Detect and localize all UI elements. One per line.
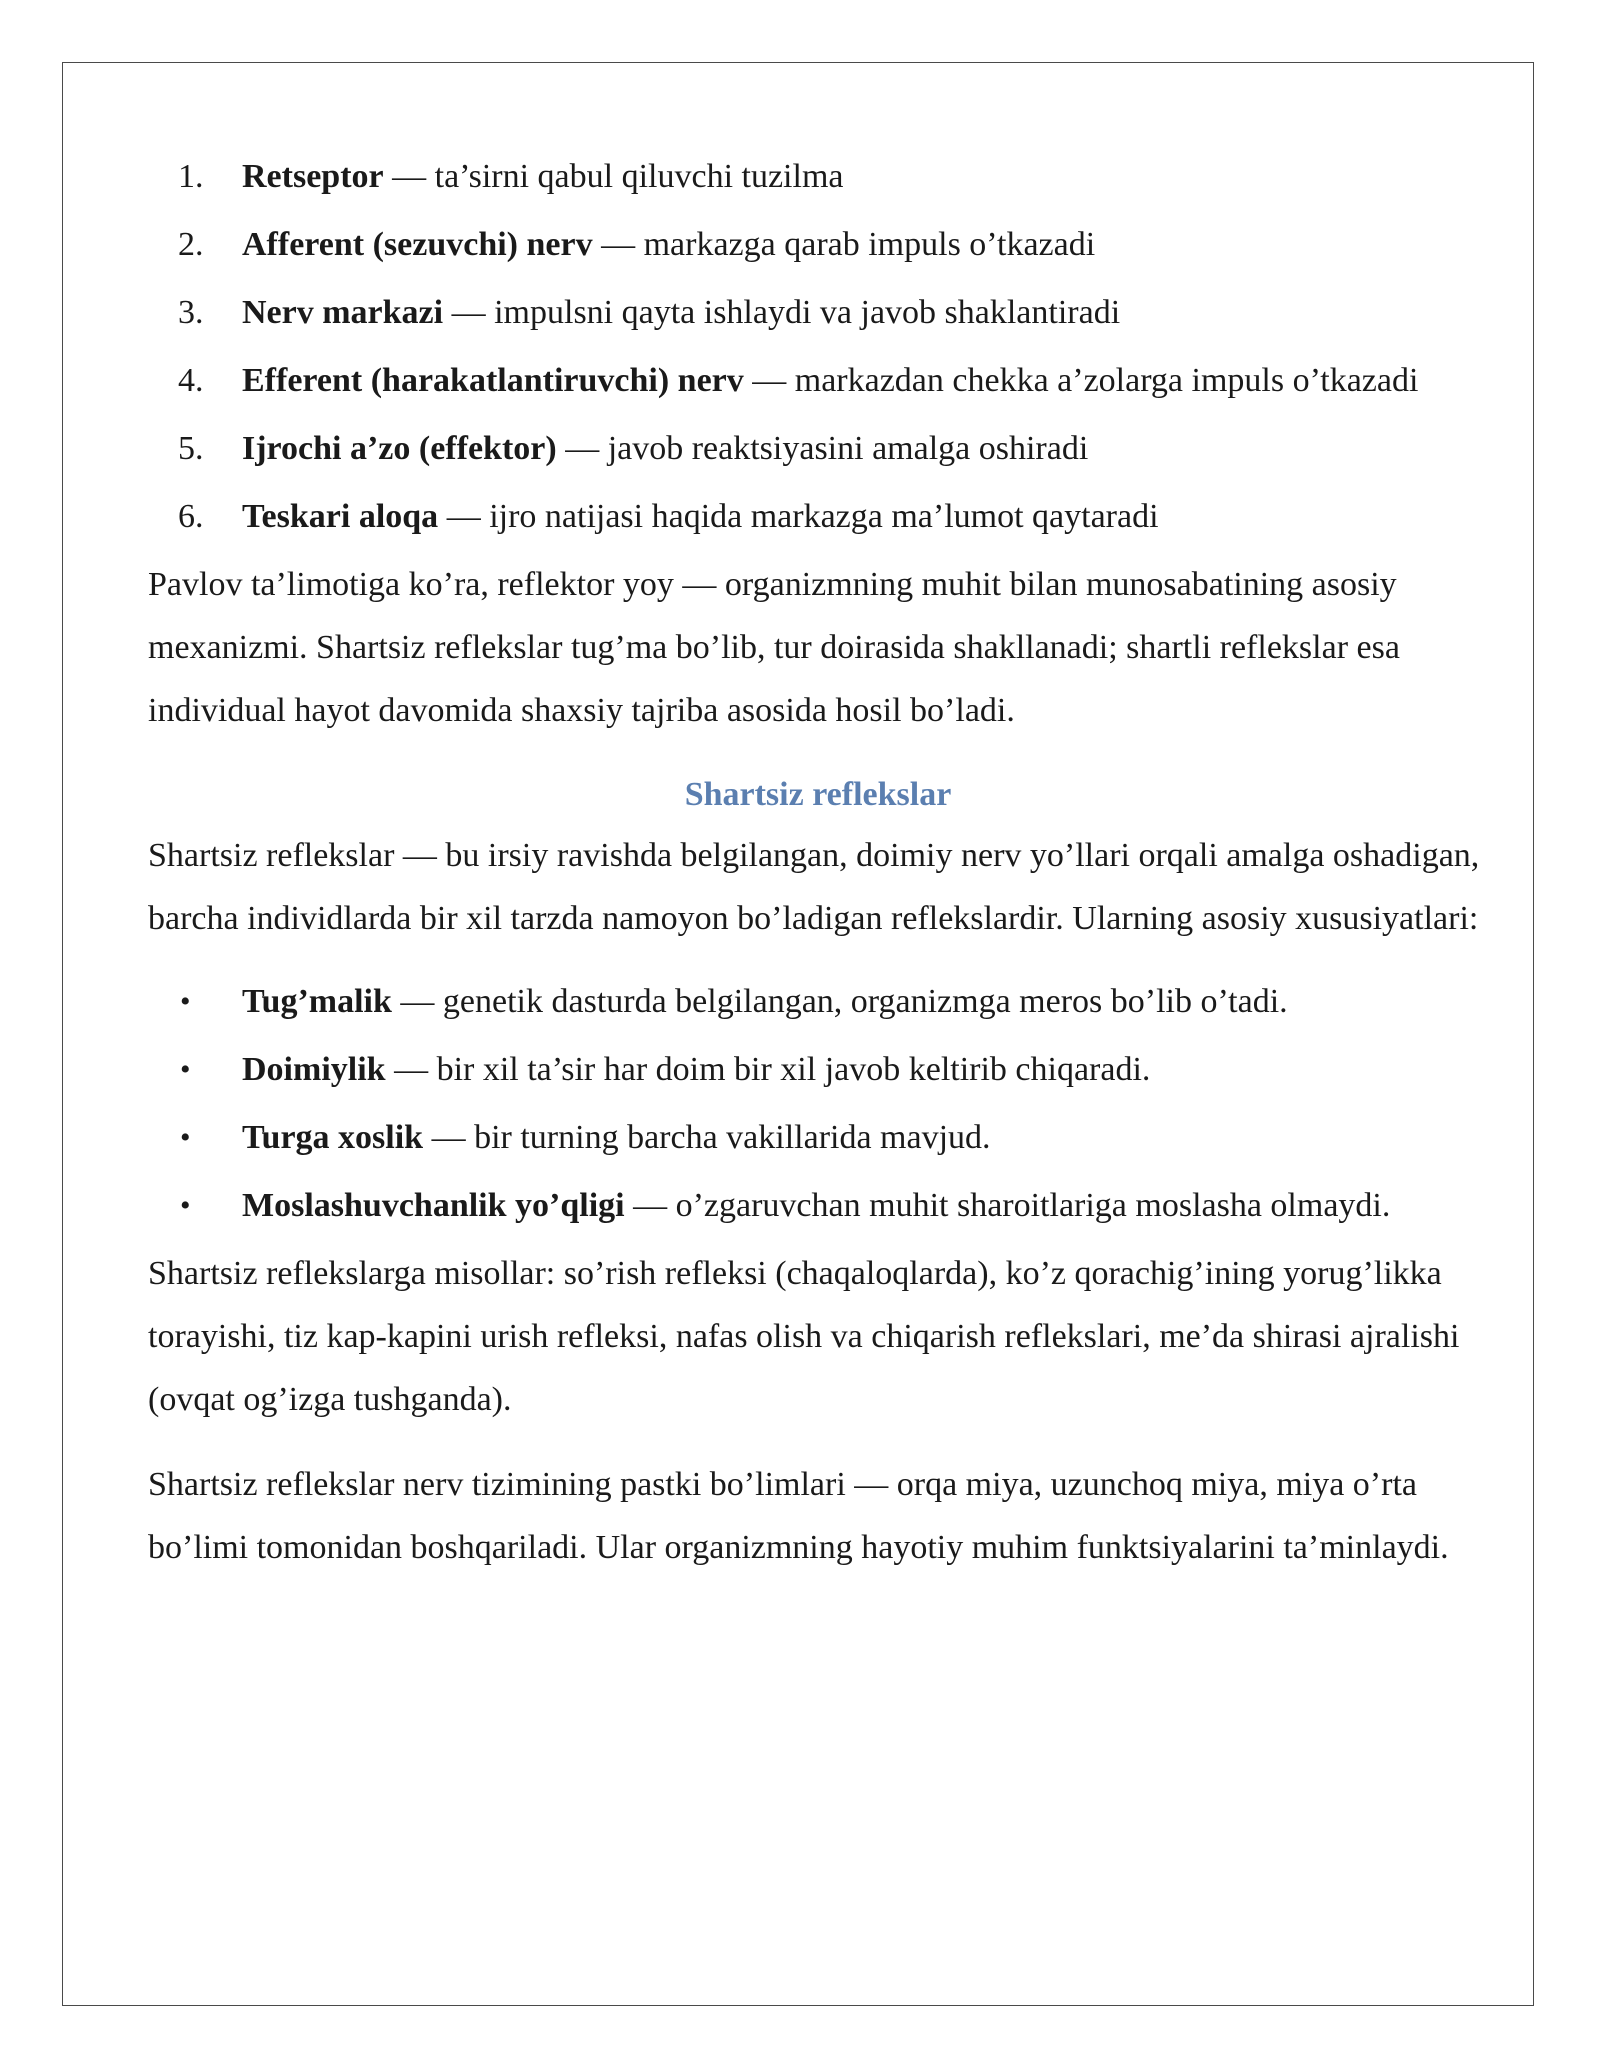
bullet-term: Turga xoslik <box>242 1119 424 1156</box>
bullet-marker: • <box>180 1189 191 1222</box>
bullet-description: — genetik dasturda belgilangan, organizmga meros bo’lib o’tadi. <box>391 983 1288 1020</box>
list-item <box>148 485 1488 548</box>
list-description: — ijro natijasi haqida markazga ma’lumot qaytaradi <box>438 498 1159 535</box>
list-description: — markazga qarab impuls o’tkazadi <box>592 226 1096 263</box>
list-term: Afferent (sezuvchi) nerv <box>242 226 593 263</box>
list-term: Retseptor <box>242 158 384 195</box>
reflex-arc-components-list <box>148 145 1488 548</box>
list-term: Teskari aloqa <box>242 498 439 535</box>
bullet-description: — o’zgaruvchan muhit sharoitlariga moslasha olmaydi. <box>624 1187 1391 1224</box>
bullet-marker: • <box>180 985 191 1018</box>
document-body <box>148 145 1488 1579</box>
bullet-marker: • <box>180 1121 191 1154</box>
bullet-term: Moslashuvchanlik yo’qligi <box>242 1187 625 1224</box>
list-number: 2. <box>178 226 204 263</box>
list-item <box>148 417 1488 480</box>
bullet-description: — bir xil ta’sir har doim bir xil javob keltirib chiqaradi. <box>385 1051 1151 1088</box>
bullet-item <box>148 1038 1488 1101</box>
list-number: 1. <box>178 158 204 195</box>
bullet-item <box>148 1106 1488 1169</box>
list-number: 4. <box>178 362 204 399</box>
list-item <box>148 145 1488 208</box>
list-term: Nerv markazi <box>242 294 444 331</box>
section-heading: Shartsiz reflekslar <box>684 776 952 813</box>
list-description: — markazdan chekka a’zolarga impuls o’tkazadi <box>743 362 1419 399</box>
bullet-item <box>148 970 1488 1033</box>
paragraph-definition: Shartsiz reflekslar — bu irsiy ravishda belgilangan, doimiy nerv yo’llari orqali amalga oshadigan, barcha individlarda bir xil tarzda namoyon bo’ladigan reflekslardir. Ularning asosiy xususiyatlari: <box>148 837 1480 937</box>
bullet-item <box>148 1174 1488 1237</box>
bullet-marker: • <box>180 1053 191 1086</box>
list-description: — javob reaktsiyasini amalga oshiradi <box>556 430 1089 467</box>
list-term: Ijrochi a’zo (effektor) <box>242 430 557 467</box>
paragraph-control: Shartsiz reflekslar nerv tizimining pastki bo’limlari — orqa miya, uzunchoq miya, miya o’rta bo’limi tomonidan boshqariladi. Ular organizmning hayotiy muhim funktsiyalarini ta’minlaydi. <box>148 1466 1449 1566</box>
bullet-description: — bir turning barcha vakillarida mavjud. <box>423 1119 991 1156</box>
list-description: — ta’sirni qabul qiluvchi tuzilma <box>383 158 844 195</box>
list-number: 6. <box>178 498 204 535</box>
list-number: 5. <box>178 430 204 467</box>
list-item <box>148 281 1488 344</box>
bullet-term: Doimiylik <box>242 1051 386 1088</box>
paragraph-pavlov: Pavlov ta’limotiga ko’ra, reflektor yoy — organizmning muhit bilan munosabatining asosiy mexanizmi. Shartsiz reflekslar tug’ma bo’lib, tur doirasida shakllanadi; shartli reflekslar esa individual hayot davomida shaxsiy tajriba asosida hosil bo’ladi. <box>148 566 1400 729</box>
list-item <box>148 349 1488 412</box>
bullet-term: Tug’malik <box>242 983 392 1020</box>
paragraph-examples: Shartsiz reflekslarga misollar: so’rish refleksi (chaqaloqlarda), ko’z qorachig’ining yorug’likka torayishi, tiz kap-kapini urish refleksi, nafas olish va chiqarish reflekslari, me’da shirasi ajralishi (ovqat og’izga tushganda). <box>148 1255 1460 1418</box>
list-item <box>148 213 1488 276</box>
properties-bullet-list <box>148 970 1488 1237</box>
list-description: — impulsni qayta ishlaydi va javob shaklantiradi <box>443 294 1121 331</box>
list-number: 3. <box>178 294 204 331</box>
list-term: Efferent (harakatlantiruvchi) nerv <box>242 362 744 399</box>
